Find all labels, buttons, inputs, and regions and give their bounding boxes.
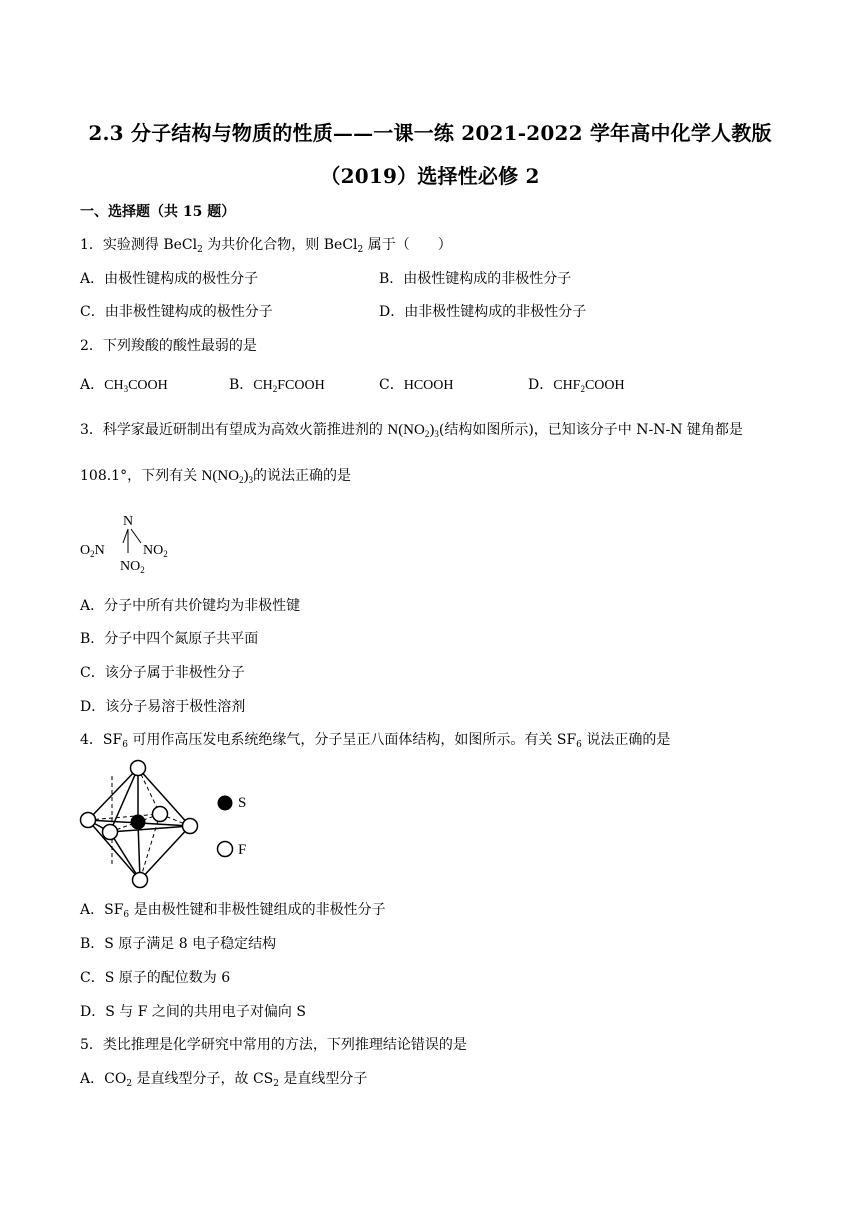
question-3-option-b: B．分子中四个氮原子共平面 [80,631,259,647]
bond-right [131,529,141,543]
sf6-octahedron-figure [72,756,272,892]
question-4-option-a: A．$SF_6$ 是由极性键和非极性键组成的非极性分子 [80,902,386,920]
question-4-option-d: D．S 与 F 之间的共用电子对偏向 S [80,1004,306,1020]
question-3-option-a: A．分子中所有共价键均为非极性键 [80,598,301,614]
figure-central-n: N [123,514,134,529]
fluorine-atom-bottom [133,873,148,888]
question-3-stem-line1: 3．科学家最近研制出有望成为高效火箭推进剂的 $N(NO_2)_3$(结构如图所示)，已知该分子中 N-N-N 键角都是 [80,422,743,439]
figure-right-group: $NO_2$ [143,543,168,559]
question-1-option-b: B．由极性键构成的非极性分子 [379,271,572,287]
section-heading: 一、选择题（共 15 题） [80,204,236,220]
question-4-option-b: B．S 原子满足 8 电子稳定结构 [80,936,277,952]
question-2-option-a: A．$CH_3COOH$ [80,377,168,394]
legend-sulfur-label: S [238,795,247,811]
question-1-option-c: C．由非极性键构成的极性分子 [80,304,273,320]
fluorine-atom-top [131,761,146,776]
question-3-option-c: C．该分子属于非极性分子 [80,665,245,681]
fluorine-atom-back [153,807,168,822]
question-4-stem: 4．$SF_6$ 可用作高压发电系统绝缘气，分子呈正八面体结构，如图所示。有关 $SF_6$ 说法正确的是 [80,732,671,750]
sulfur-atom [131,815,146,830]
document-title-line1: 2.3 分子结构与物质的性质——一课一练 2021-2022 学年高中化学人教版 [88,121,772,145]
document-title-line2: （2019）选择性必修 2 [320,164,540,188]
question-5-option-a: A．$CO_2$ 是直线型分子，故 $CS_2$ 是直线型分子 [80,1071,368,1089]
bond-left [123,529,128,543]
figure-left-group: $O_2N$ [80,543,105,559]
question-2-option-b: B．$CH_2FCOOH$ [229,377,325,394]
nitro-structure-figure [76,510,186,580]
question-2-option-d: D．$CHF_2COOH$ [528,377,625,394]
question-1-option-d: D．由非极性键构成的非极性分子 [379,304,587,320]
question-3-stem-line2: 108.1°，下列有关 $N(NO_2)_3$的说法正确的是 [80,468,352,485]
fluorine-atom-front [103,825,118,840]
legend-fluorine-marker [218,842,233,857]
fluorine-atom-left [81,813,96,828]
question-2-stem: 2．下列羧酸的酸性最弱的是 [80,338,257,354]
question-4-option-c: C．S 原子的配位数为 6 [80,970,231,986]
question-1-option-a: A．由极性键构成的极性分子 [80,271,259,287]
fluorine-atom-right [183,819,198,834]
figure-bottom-group: $NO_2$ [120,559,145,575]
question-5-stem: 5．类比推理是化学研究中常用的方法，下列推理结论错误的是 [80,1037,467,1053]
question-2-option-c: C．HCOOH [379,377,454,393]
legend-fluorine-label: F [238,842,247,858]
legend-sulfur-marker [218,796,233,811]
question-3-option-d: D．该分子易溶于极性溶剂 [80,699,246,715]
question-1-stem: 1．实验测得 BeCl$_2$ 为共价化合物，则 BeCl$_2$ 属于（ ） [80,237,452,255]
